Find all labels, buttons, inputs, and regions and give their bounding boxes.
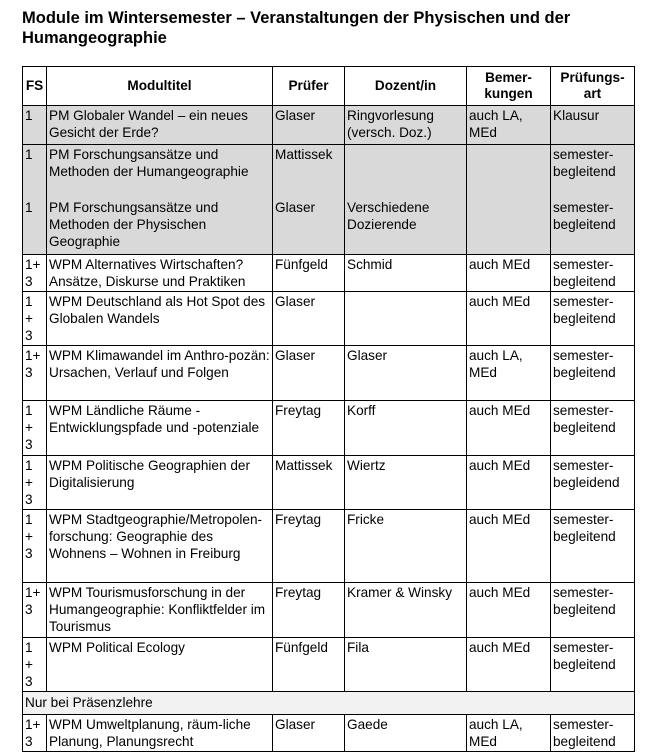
cell-fs: 1	[23, 106, 47, 145]
cell-pruefer: Glaser	[273, 106, 345, 145]
cell-pruefungsart: semester-begleitend	[551, 638, 635, 692]
cell-bemerkung: auch MEd	[467, 638, 551, 692]
cell-fs: 1 + 3	[23, 510, 47, 583]
cell-modultitel: WPM Political Ecology	[47, 638, 273, 692]
cell-fs: 1+ 3	[23, 715, 47, 752]
header-pruefer: Prüfer	[273, 67, 345, 106]
cell-pruefer: Mattissek	[273, 145, 345, 198]
cell-pruefungsart: semester-begleitend	[551, 346, 635, 401]
cell-fs: 1 + 3	[23, 456, 47, 510]
cell-pruefungsart: semester-begleitend	[551, 583, 635, 638]
cell-dozent: Korff	[345, 401, 467, 456]
cell-modultitel: WPM Deutschland als Hot Spot des Globalen Wandels	[47, 292, 273, 346]
table-row	[23, 346, 635, 401]
table-row	[23, 510, 635, 583]
cell-dozent: Verschiedene Dozierende	[345, 197, 467, 255]
cell-modultitel: PM Globaler Wandel – ein neues Gesicht der Erde?	[47, 106, 273, 145]
table-row	[23, 145, 635, 198]
cell-pruefungsart: Klausur	[551, 106, 635, 145]
section-header-row	[23, 692, 635, 715]
cell-pruefungsart: semester-begleitend	[551, 197, 635, 255]
cell-dozent: Ringvorlesung (versch. Doz.)	[345, 106, 467, 145]
cell-fs: 1 + 3	[23, 401, 47, 456]
cell-pruefer: Glaser	[273, 346, 345, 401]
cell-bemerkung: auch LA, MEd	[467, 346, 551, 401]
table-row	[23, 401, 635, 456]
cell-dozent: Fila	[345, 638, 467, 692]
cell-bemerkung: auch MEd	[467, 255, 551, 292]
table-row	[23, 292, 635, 346]
cell-pruefungsart: semester-begleitend	[551, 715, 635, 752]
table-row	[23, 715, 635, 752]
cell-pruefer: Freytag	[273, 401, 345, 456]
header-modultitel: Modultitel	[47, 67, 273, 106]
cell-modultitel: WPM Ländliche Räume - Entwicklungspfade und -potenziale	[47, 401, 273, 456]
table-row	[23, 255, 635, 292]
cell-pruefer: Mattissek	[273, 456, 345, 510]
cell-pruefungsart: semester-begleitend	[551, 292, 635, 346]
cell-modultitel: WPM Umweltplanung, räum-liche Planung, Planungsrecht	[47, 715, 273, 752]
cell-dozent	[345, 292, 467, 346]
modules-table	[22, 66, 635, 752]
cell-fs: 1+ 3	[23, 255, 47, 292]
table-header-row	[23, 67, 635, 106]
cell-bemerkung: auch MEd	[467, 583, 551, 638]
cell-pruefungsart: semester-begleidend	[551, 456, 635, 510]
cell-pruefer: Fünfgeld	[273, 638, 345, 692]
table-row	[23, 456, 635, 510]
cell-pruefungsart: semester-begleitend	[551, 255, 635, 292]
header-dozent: Dozent/in	[345, 67, 467, 106]
cell-pruefer: Freytag	[273, 583, 345, 638]
cell-dozent	[345, 145, 467, 198]
cell-modultitel: WPM Klimawandel im Anthro-pozän: Ursachen, Verlauf und Folgen	[47, 346, 273, 401]
cell-modultitel: PM Forschungsansätze und Methoden der Humangeographie	[47, 145, 273, 198]
cell-bemerkung	[467, 145, 551, 198]
cell-modultitel: PM Forschungsansätze und Methoden der Physischen Geographie	[47, 197, 273, 255]
cell-dozent: Schmid	[345, 255, 467, 292]
cell-fs: 1 + 3	[23, 292, 47, 346]
cell-pruefer: Freytag	[273, 510, 345, 583]
cell-fs: 1	[23, 197, 47, 255]
cell-pruefer: Fünfgeld	[273, 255, 345, 292]
cell-dozent: Glaser	[345, 346, 467, 401]
cell-pruefungsart: semester-begleitend	[551, 510, 635, 583]
cell-bemerkung: auch MEd	[467, 456, 551, 510]
cell-modultitel: WPM Politische Geographien der Digitalisierung	[47, 456, 273, 510]
header-bemerkungen: Bemer- kungen	[467, 67, 551, 106]
cell-pruefungsart: semester-begleitend	[551, 145, 635, 198]
cell-modultitel: WPM Alternatives Wirtschaften? Ansätze, Diskurse und Praktiken	[47, 255, 273, 292]
cell-fs: 1+ 3	[23, 346, 47, 401]
cell-fs: 1 + 3	[23, 638, 47, 692]
cell-dozent: Fricke	[345, 510, 467, 583]
cell-pruefer: Glaser	[273, 292, 345, 346]
page-title: Module im Wintersemester – Veranstaltungen der Physischen und der Humangeographie	[22, 9, 571, 47]
section-label: Nur bei Präsenzlehre	[23, 692, 635, 715]
cell-modultitel: WPM Stadtgeographie/Metropolen-forschung: Geographie des Wohnens – Wohnen in Freiburg	[47, 510, 273, 583]
cell-bemerkung	[467, 197, 551, 255]
cell-modultitel: WPM Tourismusforschung in der Humangeographie: Konfliktfelder im Tourismus	[47, 583, 273, 638]
table-row	[23, 106, 635, 145]
header-fs: FS	[23, 67, 47, 106]
cell-bemerkung: auch MEd	[467, 401, 551, 456]
cell-bemerkung: auch MEd	[467, 510, 551, 583]
cell-bemerkung: auch LA, MEd	[467, 715, 551, 752]
cell-bemerkung: auch MEd	[467, 292, 551, 346]
table-row	[23, 583, 635, 638]
cell-fs: 1	[23, 145, 47, 198]
cell-pruefer: Glaser	[273, 715, 345, 752]
cell-pruefer: Glaser	[273, 197, 345, 255]
table-row	[23, 638, 635, 692]
cell-fs: 1+ 3	[23, 583, 47, 638]
cell-dozent: Gaede	[345, 715, 467, 752]
cell-pruefungsart: semester-begleitend	[551, 401, 635, 456]
header-pruefungsart: Prüfungs- art	[551, 67, 635, 106]
cell-bemerkung: auch LA, MEd	[467, 106, 551, 145]
cell-dozent: Kramer & Winsky	[345, 583, 467, 638]
cell-dozent: Wiertz	[345, 456, 467, 510]
table-row	[23, 197, 635, 255]
